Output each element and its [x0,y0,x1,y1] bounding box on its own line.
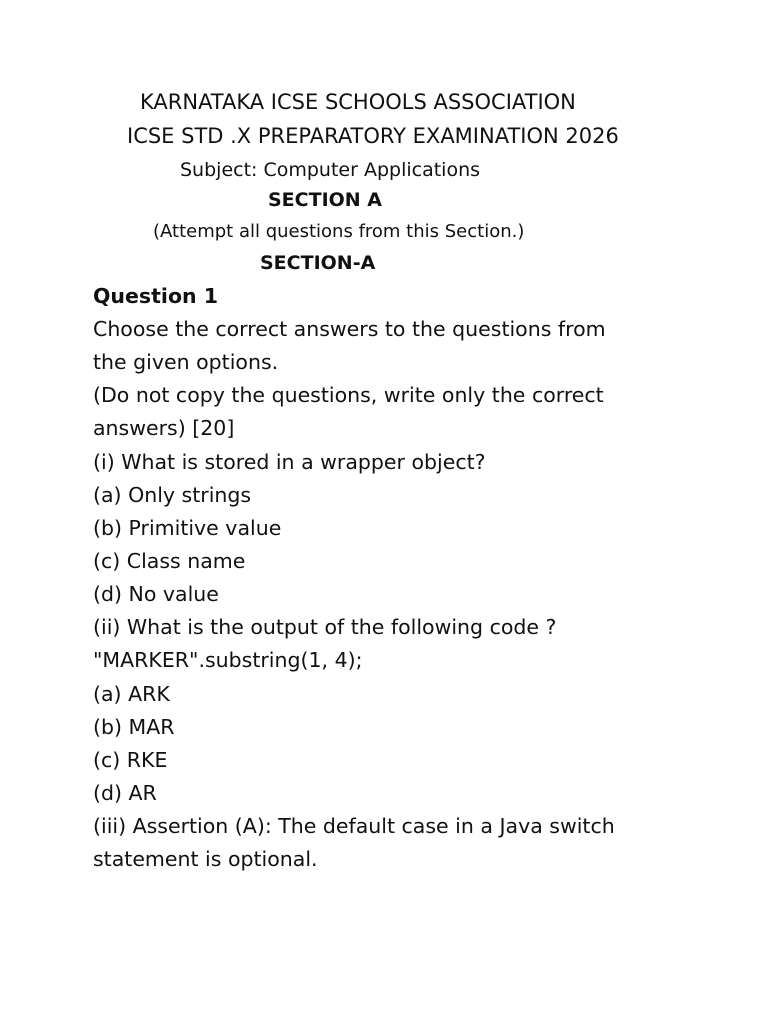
option-text: (d) AR [93,781,157,805]
subject-line: Subject: Computer Applications [180,159,481,181]
option-text: (a) Only strings [93,483,252,507]
attempt-note: (Attempt all questions from this Section.) [153,221,525,242]
option-text: (b) MAR [93,715,175,739]
option-text: (b) Primitive value [93,516,282,540]
question-text: statement is optional. [93,847,318,871]
exam-title: ICSE STD .X PREPARATORY EXAMINATION 2026 [127,124,619,148]
option-text: (d) No value [93,582,219,606]
option-text: (c) RKE [93,748,168,772]
question-text: (i) What is stored in a wrapper object? [93,450,486,474]
code-line: "MARKER".substring(1, 4); [93,648,363,672]
question-heading: Question 1 [93,284,219,308]
option-text: (c) Class name [93,549,246,573]
option-text: (a) ARK [93,682,170,706]
instruction-line: Choose the correct answers to the questions from [93,317,606,341]
section-heading: SECTION A [268,189,383,211]
question-text: (iii) Assertion (A): The default case in a Java switch [93,814,615,838]
instruction-line: answers) [20] [93,416,235,440]
instruction-line: (Do not copy the questions, write only the correct [93,383,604,407]
school-name: KARNATAKA ICSE SCHOOLS ASSOCIATION [140,90,576,114]
section-heading-alt: SECTION-A [260,252,376,274]
question-text: (ii) What is the output of the following code ? [93,615,557,639]
instruction-line: the given options. [93,350,279,374]
